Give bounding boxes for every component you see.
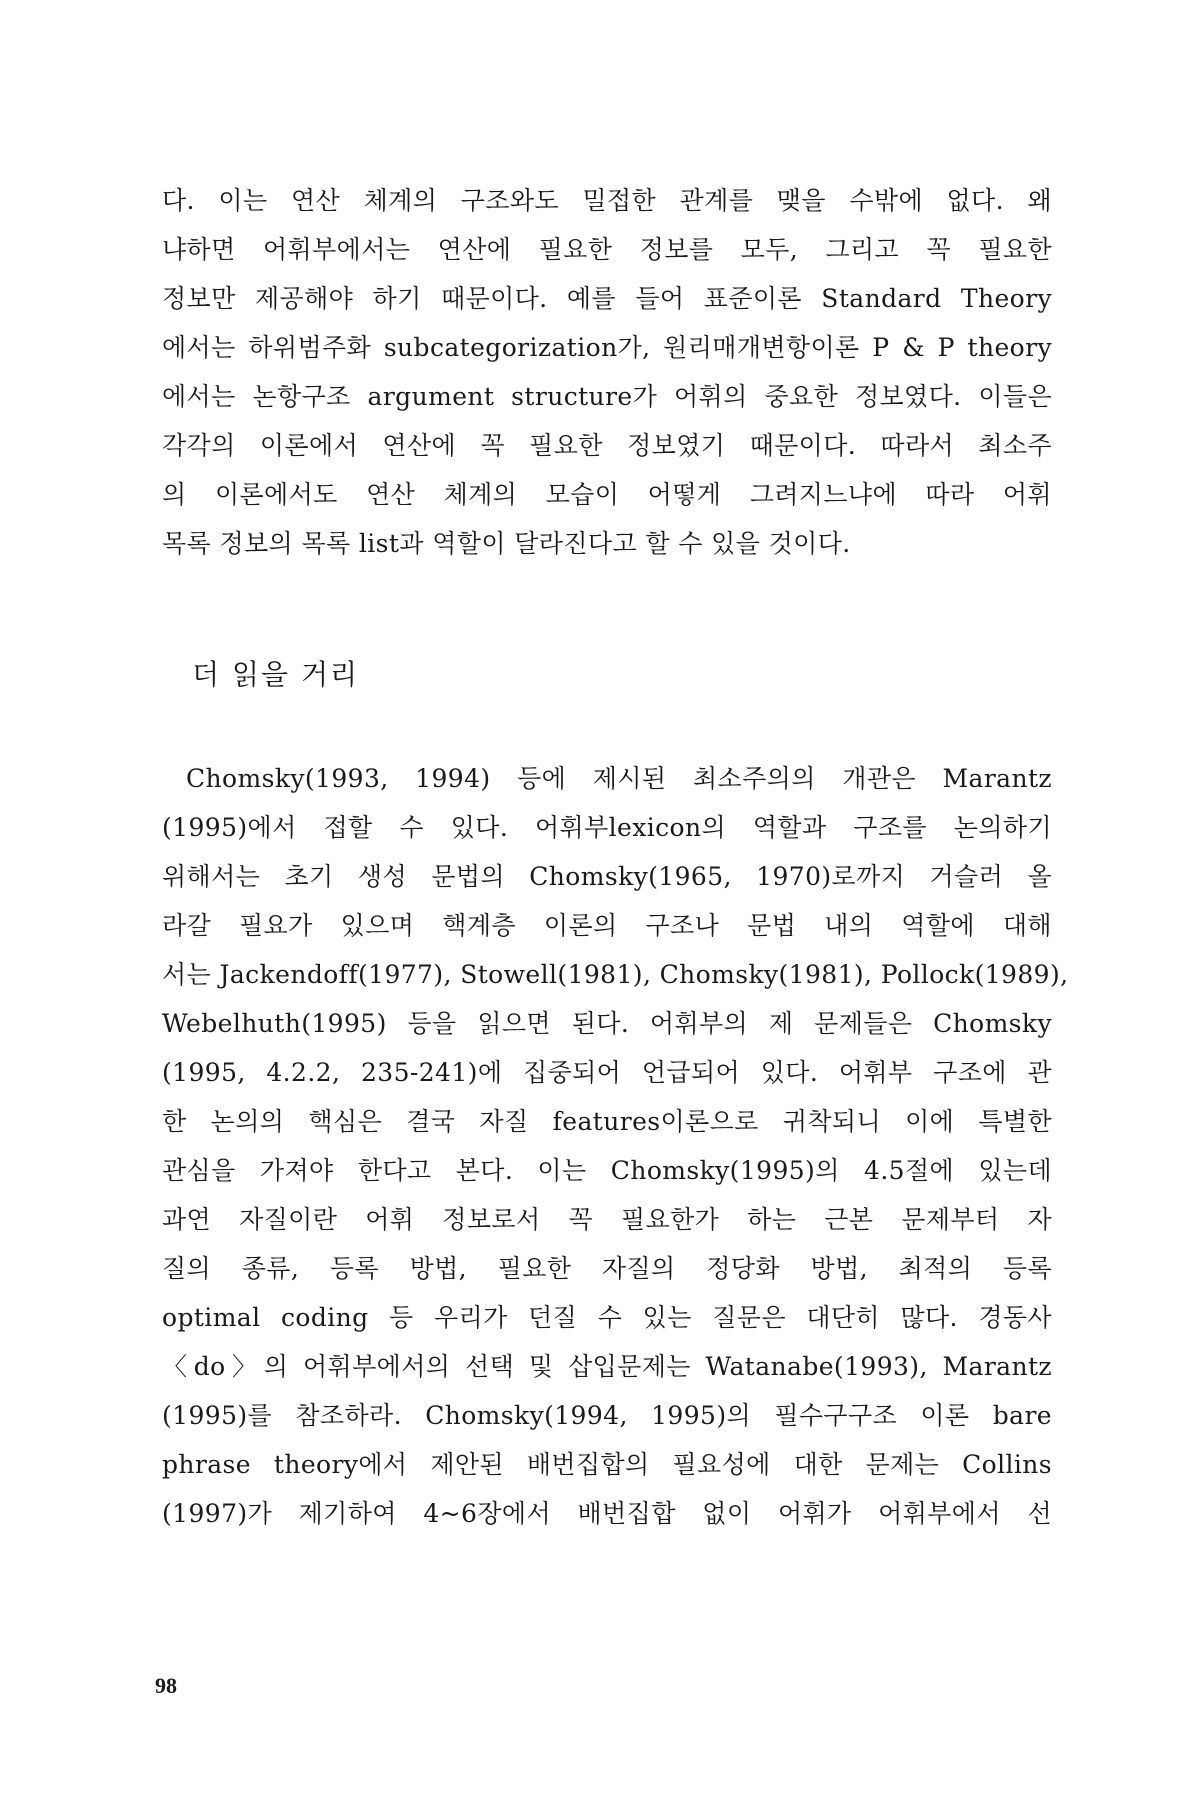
paragraph-further-reading <box>162 754 1069 1538</box>
text-line: 라갈 필요가 있으며 핵계층 이론의 구조나 문법 내의 역할에 대해 <box>162 911 1052 940</box>
text-line: (1995)에서 접할 수 있다. 어휘부lexicon의 역할과 구조를 논의하기 <box>162 813 1052 842</box>
text-line: 목록 정보의 목록 list과 역할이 달라진다고 할 수 있을 것이다. <box>162 529 851 558</box>
paragraph-continued <box>162 176 1052 568</box>
text-line: 관심을 가져야 한다고 본다. 이는 Chomsky(1995)의 4.5절에 있는데 <box>162 1156 1052 1185</box>
page-number: 98 <box>155 1673 177 1698</box>
text-line: (1995, 4.2.2, 235-241)에 집중되어 언급되어 있다. 어휘부 구조에 관 <box>162 1058 1052 1087</box>
text-line: (1995)를 참조하라. Chomsky(1994, 1995)의 필수구구조 이론 bare <box>162 1401 1052 1430</box>
text-line: 에서는 논항구조 argument structure가 어휘의 중요한 정보였다. 이들은 <box>162 382 1052 411</box>
text-line: 정보만 제공해야 하기 때문이다. 예를 들어 표준이론 Standard Theory <box>162 284 1052 313</box>
text-line: 각각의 이론에서 연산에 꼭 필요한 정보였기 때문이다. 따라서 최소주 <box>162 431 1052 460</box>
text-line: 위해서는 초기 생성 문법의 Chomsky(1965, 1970)로까지 거슬러 올 <box>162 862 1052 891</box>
text-line: optimal coding 등 우리가 던질 수 있는 질문은 대단히 많다. 경동사 <box>162 1303 1052 1332</box>
text-line: 서는 Jackendoff(1977), Stowell(1981), Chomsky(1981), Pollock(1989), <box>162 960 1069 989</box>
text-line: 냐하면 어휘부에서는 연산에 필요한 정보를 모두, 그리고 꼭 필요한 <box>162 235 1052 264</box>
text-line: (1997)가 제기하여 4~6장에서 배번집합 없이 어휘가 어휘부에서 선 <box>162 1499 1052 1528</box>
text-line: 〈do〉의 어휘부에서의 선택 및 삽입문제는 Watanabe(1993), Marantz <box>162 1352 1052 1381</box>
text-line: 질의 종류, 등록 방법, 필요한 자질의 정당화 방법, 최적의 등록 <box>162 1254 1052 1283</box>
section-heading: 더 읽을 거리 <box>192 658 360 691</box>
text-line: phrase theory에서 제안된 배번집합의 필요성에 대한 문제는 Collins <box>162 1450 1052 1479</box>
text-line: 한 논의의 핵심은 결국 자질 features이론으로 귀착되니 이에 특별한 <box>162 1107 1052 1136</box>
text-line: Chomsky(1993, 1994) 등에 제시된 최소주의의 개관은 Marantz <box>186 764 1052 793</box>
text-line: 에서는 하위범주화 subcategorization가, 원리매개변항이론 P & P theory <box>162 333 1052 362</box>
text-line: Webelhuth(1995) 등을 읽으면 된다. 어휘부의 제 문제들은 Chomsky <box>162 1009 1052 1038</box>
text-line: 다. 이는 연산 체계의 구조와도 밀접한 관계를 맺을 수밖에 없다. 왜 <box>162 186 1052 215</box>
text-line: 과연 자질이란 어휘 정보로서 꼭 필요한가 하는 근본 문제부터 자 <box>162 1205 1052 1234</box>
text-line: 의 이론에서도 연산 체계의 모습이 어떻게 그려지느냐에 따라 어휘 <box>162 480 1052 509</box>
